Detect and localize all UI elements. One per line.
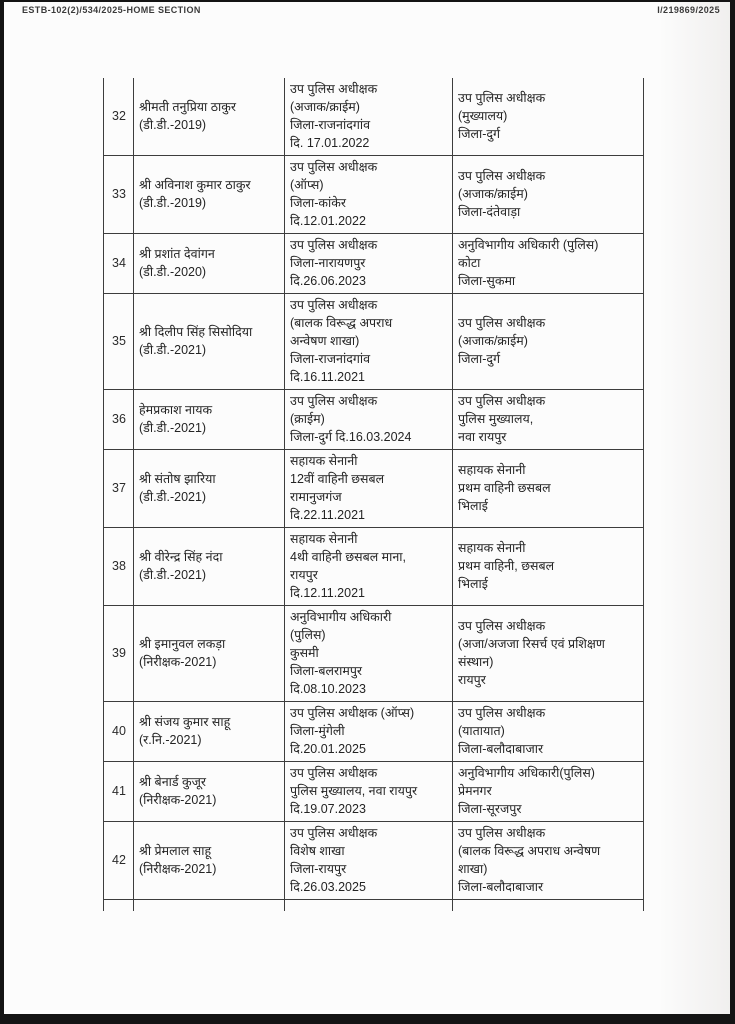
table-row bbox=[104, 390, 644, 450]
cell-line: (पुलिस) bbox=[290, 628, 326, 642]
serial-number-cell: 34 bbox=[104, 234, 134, 294]
cell-line: सहायक सेनानी bbox=[290, 532, 358, 546]
cell-line: (अजाक/क्राईम) bbox=[290, 100, 360, 114]
cell-line: उप पुलिस अधीक्षक bbox=[290, 238, 378, 252]
cell-line: (क्राईम) bbox=[290, 412, 325, 426]
cell-line: (अजाक/क्राईम) bbox=[458, 334, 528, 348]
officer-name-cell bbox=[134, 528, 285, 606]
current-posting-cell bbox=[285, 390, 453, 450]
cell-line: जिला-राजनांदगांव bbox=[290, 118, 371, 132]
cell-line: श्री संजय कुमार साहू bbox=[139, 715, 231, 729]
new-posting-cell bbox=[453, 78, 644, 156]
cell-line: उप पुलिस अधीक्षक (ऑप्स) bbox=[290, 706, 415, 720]
cell-line: उप पुलिस अधीक्षक bbox=[290, 826, 378, 840]
cell-line: उप पुलिस अधीक्षक bbox=[290, 394, 378, 408]
cell-line: नवा रायपुर bbox=[458, 430, 507, 444]
officer-name-cell bbox=[134, 234, 285, 294]
cell-line: श्री इमानुवल लकड़ा bbox=[139, 637, 226, 651]
document-header bbox=[22, 5, 720, 15]
current-posting-cell bbox=[285, 294, 453, 390]
new-posting-cell bbox=[453, 294, 644, 390]
cell-line: प्रथम वाहिनी छसबल bbox=[458, 481, 551, 495]
cell-line: उप पुलिस अधीक्षक bbox=[458, 394, 546, 408]
current-posting-cell bbox=[285, 234, 453, 294]
new-posting-cell bbox=[453, 450, 644, 528]
cell-line: श्रीमती तनुप्रिया ठाकुर bbox=[139, 100, 236, 114]
table-row bbox=[104, 528, 644, 606]
cell-line: उप पुलिस अधीक्षक bbox=[290, 82, 378, 96]
table-row bbox=[104, 606, 644, 702]
cell-line: (डी.डी.-2021) bbox=[139, 343, 207, 357]
table-row bbox=[104, 156, 644, 234]
cell-line: प्रेमनगर bbox=[458, 784, 492, 798]
cell-line: उप पुलिस अधीक्षक bbox=[458, 91, 546, 105]
cell-line: अनुविभागीय अधिकारी bbox=[290, 610, 392, 624]
cell-line: (बालक विरूद्ध अपराध bbox=[290, 316, 393, 330]
cell-line: (मुख्यालय) bbox=[458, 109, 508, 123]
cell-line: (निरीक्षक-2021) bbox=[139, 655, 217, 669]
new-posting-cell bbox=[453, 900, 644, 912]
cell-line: जिला-दंतेवाड़ा bbox=[458, 205, 521, 219]
new-posting-cell bbox=[453, 822, 644, 900]
cell-line: दि.08.10.2023 bbox=[290, 682, 366, 696]
cell-line: रामानुजगंज bbox=[290, 490, 342, 504]
issue-number: I/219869/2025 bbox=[657, 5, 720, 15]
cell-line: प्रथम वाहिनी, छसबल bbox=[458, 559, 555, 573]
cell-line: उप पुलिस अधीक्षक bbox=[458, 169, 546, 183]
cell-line: जिला-राजनांदगांव bbox=[290, 352, 371, 366]
serial-number-cell bbox=[104, 900, 134, 912]
cell-line: पुलिस मुख्यालय, bbox=[458, 412, 534, 426]
cell-line: जिला-दुर्ग bbox=[458, 127, 501, 141]
cell-line: दि.12.01.2022 bbox=[290, 214, 366, 228]
cell-line: दि.22.11.2021 bbox=[290, 508, 365, 522]
cell-line: उप पुलिस अधीक्षक bbox=[290, 766, 378, 780]
new-posting-cell bbox=[453, 390, 644, 450]
cell-line: जिला-दुर्ग दि.16.03.2024 bbox=[290, 430, 412, 444]
cell-line: पुलिस मुख्यालय, नवा रायपुर bbox=[290, 784, 418, 798]
cell-line: उप पुलिस अधीक्षक bbox=[290, 298, 378, 312]
file-number: ESTB-102(2)/534/2025-HOME SECTION bbox=[22, 5, 201, 15]
cell-line: (डी.डी.-2021) bbox=[139, 568, 207, 582]
cell-line: विशेष शाखा bbox=[290, 844, 345, 858]
officer-name-cell bbox=[134, 450, 285, 528]
transfer-table-body bbox=[104, 78, 644, 911]
cell-line: जिला-कांकेर bbox=[290, 196, 346, 210]
cell-line: (निरीक्षक-2021) bbox=[139, 793, 217, 807]
cell-line: जिला-बलरामपुर bbox=[290, 664, 363, 678]
transfer-table-wrap bbox=[103, 78, 644, 911]
current-posting-cell bbox=[285, 156, 453, 234]
cell-line: कुसमी bbox=[290, 646, 319, 660]
table-row bbox=[104, 822, 644, 900]
cell-line: श्री वीरेन्द्र सिंह नंदा bbox=[139, 550, 223, 564]
table-row bbox=[104, 234, 644, 294]
serial-number-cell: 40 bbox=[104, 702, 134, 762]
officer-name-cell bbox=[134, 294, 285, 390]
current-posting-cell bbox=[285, 762, 453, 822]
cell-line: (डी.डी.-2019) bbox=[139, 196, 207, 210]
current-posting-cell bbox=[285, 900, 453, 912]
new-posting-cell bbox=[453, 528, 644, 606]
current-posting-cell bbox=[285, 528, 453, 606]
cell-line: (डी.डी.-2021) bbox=[139, 421, 207, 435]
cell-line: श्री प्रेमलाल साहू bbox=[139, 844, 212, 858]
table-row bbox=[104, 450, 644, 528]
serial-number-cell: 42 bbox=[104, 822, 134, 900]
cell-line: जिला-बलौदाबाजार bbox=[458, 742, 544, 756]
cell-line: जिला-सूरजपुर bbox=[458, 802, 522, 816]
cell-line: जिला-मुंगेली bbox=[290, 724, 345, 738]
cell-line: (अजाक/क्राईम) bbox=[458, 187, 528, 201]
cell-line: (डी.डी.-2020) bbox=[139, 265, 207, 279]
cell-line: अन्वेषण शाखा) bbox=[290, 334, 360, 348]
cell-line: जिला-बलौदाबाजार bbox=[458, 880, 544, 894]
cell-line: दि.26.03.2025 bbox=[290, 880, 366, 894]
cell-line: (यातायात) bbox=[458, 724, 505, 738]
table-row bbox=[104, 294, 644, 390]
table-row-continuation-stub bbox=[104, 900, 644, 912]
serial-number-cell: 37 bbox=[104, 450, 134, 528]
officer-name-cell bbox=[134, 156, 285, 234]
serial-number-cell: 33 bbox=[104, 156, 134, 234]
serial-number-cell: 32 bbox=[104, 78, 134, 156]
cell-line: दि.12.11.2021 bbox=[290, 586, 365, 600]
cell-line: हेमप्रकाश नायक bbox=[139, 403, 213, 417]
cell-line: अनुविभागीय अधिकारी(पुलिस) bbox=[458, 766, 595, 780]
officer-name-cell bbox=[134, 900, 285, 912]
cell-line: रायपुर bbox=[290, 568, 318, 582]
officer-name-cell bbox=[134, 702, 285, 762]
cell-line: जिला-नारायणपुर bbox=[290, 256, 366, 270]
officer-name-cell bbox=[134, 78, 285, 156]
serial-number-cell: 39 bbox=[104, 606, 134, 702]
table-row bbox=[104, 702, 644, 762]
cell-line: (डी.डी.-2019) bbox=[139, 118, 207, 132]
cell-line: दि.26.06.2023 bbox=[290, 274, 366, 288]
serial-number-cell: 41 bbox=[104, 762, 134, 822]
officer-name-cell bbox=[134, 390, 285, 450]
officer-name-cell bbox=[134, 822, 285, 900]
cell-line: 12वीं वाहिनी छसबल bbox=[290, 472, 385, 486]
document-page bbox=[4, 2, 730, 1014]
new-posting-cell bbox=[453, 234, 644, 294]
cell-line: दि.19.07.2023 bbox=[290, 802, 366, 816]
cell-line: (ऑप्स) bbox=[290, 178, 324, 192]
current-posting-cell bbox=[285, 78, 453, 156]
new-posting-cell bbox=[453, 606, 644, 702]
cell-line: (अजा/अजजा रिसर्च एवं प्रशिक्षण bbox=[458, 637, 605, 651]
cell-line: रायपुर bbox=[458, 673, 486, 687]
cell-line: (निरीक्षक-2021) bbox=[139, 862, 217, 876]
cell-line: सहायक सेनानी bbox=[458, 541, 526, 555]
cell-line: श्री प्रशांत देवांगन bbox=[139, 247, 215, 261]
cell-line: (र.नि.-2021) bbox=[139, 733, 202, 747]
cell-line: उप पुलिस अधीक्षक bbox=[458, 826, 546, 840]
cell-line: जिला-रायपुर bbox=[290, 862, 347, 876]
cell-line: सहायक सेनानी bbox=[458, 463, 526, 477]
serial-number-cell: 35 bbox=[104, 294, 134, 390]
cell-line: शाखा) bbox=[458, 862, 488, 876]
cell-line: भिलाई bbox=[458, 577, 488, 591]
cell-line: जिला-दुर्ग bbox=[458, 352, 501, 366]
cell-line: श्री संतोष झारिया bbox=[139, 472, 216, 486]
cell-line: दि. 17.01.2022 bbox=[290, 136, 370, 150]
table-row bbox=[104, 762, 644, 822]
transfer-table bbox=[103, 78, 644, 911]
cell-line: श्री बेनार्ड कुजूर bbox=[139, 775, 207, 789]
new-posting-cell bbox=[453, 702, 644, 762]
cell-line: दि.20.01.2025 bbox=[290, 742, 366, 756]
serial-number-cell: 38 bbox=[104, 528, 134, 606]
new-posting-cell bbox=[453, 156, 644, 234]
cell-line: दि.16.11.2021 bbox=[290, 370, 365, 384]
cell-line: उप पुलिस अधीक्षक bbox=[290, 160, 378, 174]
cell-line: सहायक सेनानी bbox=[290, 454, 358, 468]
cell-line: जिला-सुकमा bbox=[458, 274, 516, 288]
cell-line: (डी.डी.-2021) bbox=[139, 490, 207, 504]
cell-line: भिलाई bbox=[458, 499, 488, 513]
serial-number-cell: 36 bbox=[104, 390, 134, 450]
current-posting-cell bbox=[285, 606, 453, 702]
cell-line: (बालक विरूद्ध अपराध अन्वेषण bbox=[458, 844, 601, 858]
cell-line: श्री दिलीप सिंह सिसोदिया bbox=[139, 325, 253, 339]
table-row bbox=[104, 78, 644, 156]
cell-line: 4थी वाहिनी छसबल माना, bbox=[290, 550, 407, 564]
cell-line: संस्थान) bbox=[458, 655, 494, 669]
cell-line: अनुविभागीय अधिकारी (पुलिस) bbox=[458, 238, 599, 252]
new-posting-cell bbox=[453, 762, 644, 822]
cell-line: कोटा bbox=[458, 256, 481, 270]
cell-line: उप पुलिस अधीक्षक bbox=[458, 619, 546, 633]
current-posting-cell bbox=[285, 702, 453, 762]
cell-line: श्री अविनाश कुमार ठाकुर bbox=[139, 178, 251, 192]
cell-line: उप पुलिस अधीक्षक bbox=[458, 706, 546, 720]
current-posting-cell bbox=[285, 450, 453, 528]
cell-line: उप पुलिस अधीक्षक bbox=[458, 316, 546, 330]
officer-name-cell bbox=[134, 762, 285, 822]
officer-name-cell bbox=[134, 606, 285, 702]
current-posting-cell bbox=[285, 822, 453, 900]
